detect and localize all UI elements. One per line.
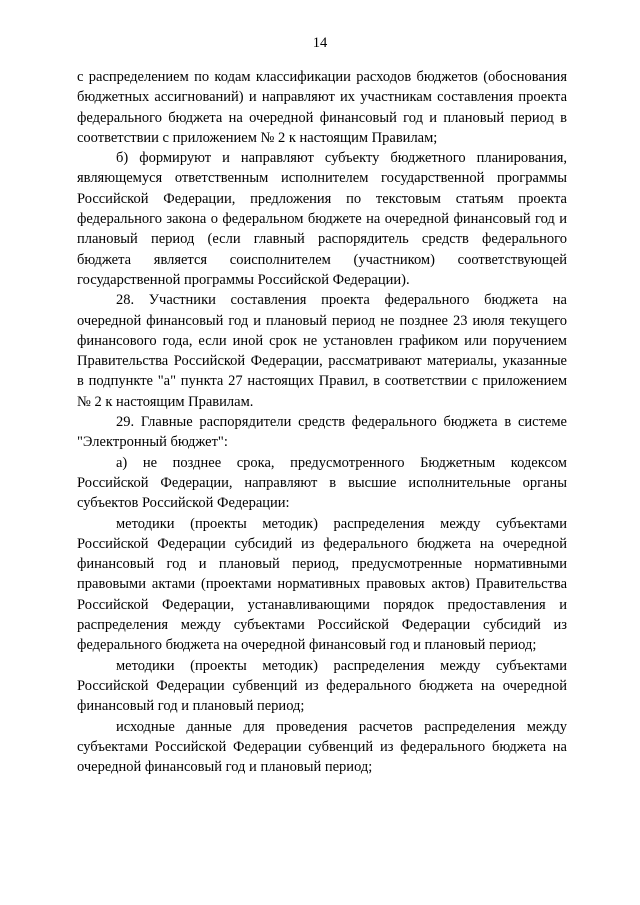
paragraph-subvention-methods: методики (проекты методик) распределения между субъектами Российской Федерации субвенций из федерального бюджета на очередной финансовый год и плановый период;: [77, 657, 567, 715]
paragraph-item-29: 29. Главные распорядители средств федерального бюджета в системе "Электронный бюджет":: [77, 414, 567, 451]
page-number: 14: [312, 35, 328, 51]
paragraph-source-data: исходные данные для проведения расчетов распределения между субъектами Российской Федерации субвенций из федерального бюджета на очередной финансовый год и плановый период;: [77, 718, 567, 776]
paragraph-continuation: с распределением по кодам классификации расходов бюджетов (обоснования бюджетных ассигнований) и направляют их участникам составления проекта федерального бюджета на очередной финансовый год и плановый период в соответствии с приложением № 2 к настоящим Правилам;: [77, 69, 567, 146]
paragraph-subitem-b: б) формируют и направляют субъекту бюджетного планирования, являющемуся ответственным исполнителем государственной программы Российской Федерации, предложения по текстовым статьям проекта федерального закона о федеральном бюджете на очередной финансовый год и плановый период (если главный распорядитель средств федерального бюджета является соисполнителем (участником) соответствующей государственной программы Российской Федерации).: [77, 150, 567, 288]
paragraph-item-28: 28. Участники составления проекта федерального бюджета на очередной финансовый год и плановый период не позднее 23 июля текущего финансового года, если иной срок не установлен графиком или поручением Правительства Российской Федерации, рассматривают материалы, указанные в подпункте "а" пункта 27 настоящих Правил, в соответствии с приложением № 2 к настоящим Правилам.: [77, 292, 567, 410]
paragraph-subitem-a: а) не позднее срока, предусмотренного Бюджетным кодексом Российской Федерации, направляют в высшие исполнительные органы субъектов Российской Федерации:: [77, 454, 567, 512]
document-body: [77, 67, 567, 777]
paragraph-subsidy-methods: методики (проекты методик) распределения между субъектами Российской Федерации субсидий из федерального бюджета на очередной финансовый год и плановый период, предусмотренные нормативными правовыми актами (проектами нормативных правовых актов) Правительства Российской Федерации, устанавливающими порядок предоставления и распределения между субъектами Российской Федерации субсидий из федерального бюджета на очередной финансовый год и плановый период;: [77, 515, 567, 654]
